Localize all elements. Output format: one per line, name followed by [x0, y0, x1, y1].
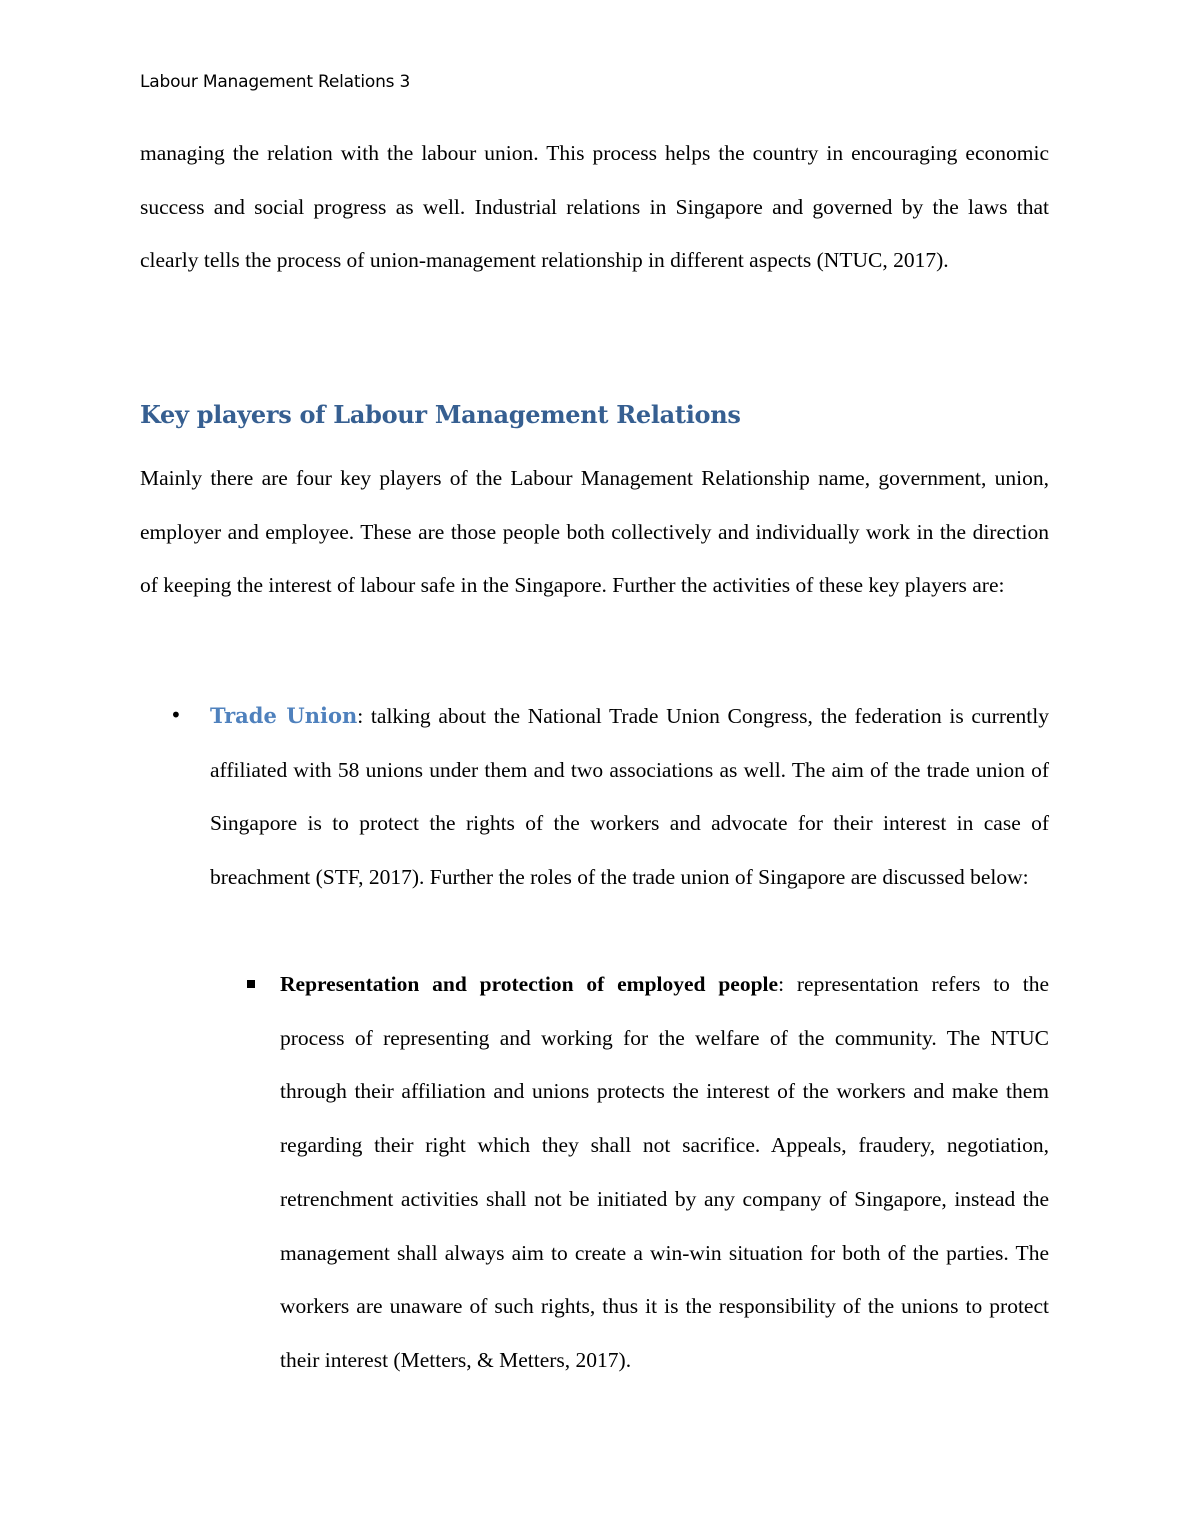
bullet-dot-icon: • [170, 703, 182, 727]
bullet-text: talking about the National Trade Union Congress, the federation is currently affiliated with 58 unions under them and two associations as well. The aim of the trade union of Singapore is to protect the rights of the workers and advocate for their interest in case of breachment (STF, 2017). Further the roles of the trade union of Singapore are discussed below: [210, 704, 1049, 890]
square-bullet-icon [247, 980, 255, 988]
sub-bullet-term-separator: : [778, 972, 785, 996]
bullet-paragraph [210, 689, 1049, 905]
bullet-term-separator: : [357, 704, 364, 728]
running-header: Labour Management Relations 3 [140, 72, 411, 92]
section-heading: Key players of Labour Management Relations [140, 400, 741, 429]
section-body-paragraph: Mainly there are four key players of the Labour Management Relationship name, government, union, employer and employee. These are those people both collectively and individually work in the direction of keeping the interest of labour safe in the Singapore. Further the activities of these key players are: [140, 466, 1049, 598]
sub-bullet-item-representation [280, 958, 1049, 1388]
bullet-item-trade-union [170, 689, 1049, 905]
bullet-term: Trade Union [210, 703, 358, 728]
sub-bullet-paragraph [280, 958, 1049, 1388]
sub-bullet-text: representation refers to the process of representing and working for the welfare of the community. The NTUC through their affiliation and unions protects the interest of the workers and make them regarding their right which they shall not sacrifice. Appeals, fraudery, negotiation, retrenchment activities shall not be initiated by any company of Singapore, instead the management shall always aim to create a win-win situation for both of the parties. The workers are unaware of such rights, thus it is the responsibility of the unions to protect their interest (Metters, & Metters, 2017). [280, 972, 1050, 1372]
sub-bullet-term: Representation and protection of employed people [280, 972, 779, 996]
intro-paragraph: managing the relation with the labour union. This process helps the country in encouraging economic success and social progress as well. Industrial relations in Singapore and governed by the laws that clearly tells the process of union-management relationship in different aspects (NTUC, 2017). [140, 141, 1049, 273]
